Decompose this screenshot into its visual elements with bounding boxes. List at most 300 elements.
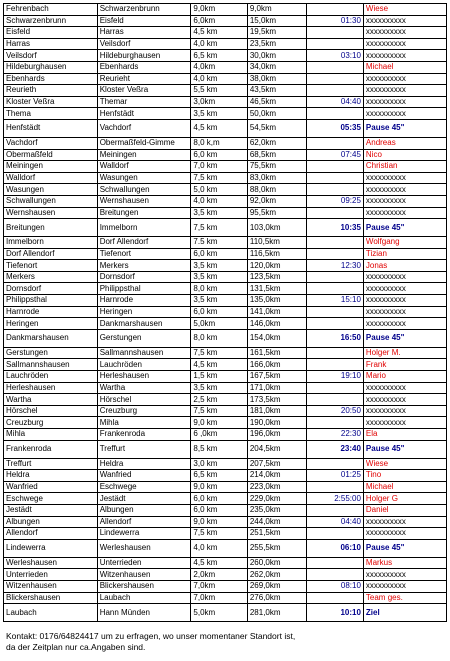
start-location-cell: Unterrieden (4, 569, 98, 581)
note-cell: Wolfgang (363, 237, 446, 249)
start-location-cell: Wasungen (4, 184, 98, 196)
route-row (4, 394, 447, 406)
end-location-cell: Vachdorf (97, 119, 191, 137)
distance-cell: 3,5 km (191, 295, 247, 307)
note-cell: Pause 45" (363, 329, 446, 347)
route-row (4, 580, 447, 592)
note-cell: Pause 45" (363, 539, 446, 557)
arrival-time-cell: 10:35 (307, 219, 363, 237)
cumulative-distance-cell: 68,5km (247, 149, 307, 161)
route-row (4, 108, 447, 120)
arrival-time-cell: 04:40 (307, 516, 363, 528)
end-location-cell: Obermaßfeld-Gimme (97, 137, 191, 149)
start-location-cell: Frankenroda (4, 440, 98, 458)
distance-cell: 4,0km (191, 61, 247, 73)
start-location-cell: Gerstungen (4, 347, 98, 359)
end-location-cell: Tiefenort (97, 248, 191, 260)
arrival-time-cell (307, 528, 363, 540)
cumulative-distance-cell: 19,5km (247, 27, 307, 39)
end-location-cell: Dorf Allendorf (97, 237, 191, 249)
arrival-time-cell: 05:35 (307, 119, 363, 137)
cumulative-distance-cell: 50,0km (247, 108, 307, 120)
route-row (4, 359, 447, 371)
end-location-cell: Herleshausen (97, 371, 191, 383)
cumulative-distance-cell: 281,0km (247, 604, 307, 622)
note-cell: Pause 45" (363, 219, 446, 237)
end-location-cell: Laubach (97, 592, 191, 604)
route-table-body (4, 4, 447, 622)
arrival-time-cell (307, 458, 363, 470)
cumulative-distance-cell: 214,0km (247, 470, 307, 482)
arrival-time-cell (307, 137, 363, 149)
distance-cell: 4,5 km (191, 27, 247, 39)
start-location-cell: Kloster Veßra (4, 96, 98, 108)
arrival-time-cell: 06:10 (307, 539, 363, 557)
route-row (4, 493, 447, 505)
start-location-cell: Lauchröden (4, 371, 98, 383)
note-cell: xxxxxxxxxx (363, 405, 446, 417)
end-location-cell: Hörschel (97, 394, 191, 406)
note-cell: Michael (363, 61, 446, 73)
end-location-cell: Gerstungen (97, 329, 191, 347)
note-cell: xxxxxxxxxx (363, 50, 446, 62)
distance-cell: 7,0km (191, 592, 247, 604)
distance-cell: 6,5 km (191, 50, 247, 62)
route-row (4, 119, 447, 137)
cumulative-distance-cell: 229,0km (247, 493, 307, 505)
distance-cell: 9,0 km (191, 516, 247, 528)
start-location-cell: Ebenhards (4, 73, 98, 85)
start-location-cell: Obermaßfeld (4, 149, 98, 161)
start-location-cell: Breitungen (4, 219, 98, 237)
cumulative-distance-cell: 204,5km (247, 440, 307, 458)
note-cell: xxxxxxxxxx (363, 528, 446, 540)
arrival-time-cell (307, 382, 363, 394)
cumulative-distance-cell: 131,5km (247, 283, 307, 295)
end-location-cell: Eisfeld (97, 15, 191, 27)
end-location-cell: Breitungen (97, 207, 191, 219)
start-location-cell: Immelborn (4, 237, 98, 249)
arrival-time-cell (307, 184, 363, 196)
note-cell: xxxxxxxxxx (363, 283, 446, 295)
end-location-cell: Eschwege (97, 481, 191, 493)
route-row (4, 271, 447, 283)
end-location-cell: Wanfried (97, 470, 191, 482)
note-cell: Christian (363, 161, 446, 173)
route-row (4, 481, 447, 493)
route-row (4, 604, 447, 622)
end-location-cell: Frankenroda (97, 429, 191, 441)
end-location-cell: Witzenhausen (97, 569, 191, 581)
route-row (4, 237, 447, 249)
cumulative-distance-cell: 62,0km (247, 137, 307, 149)
note-cell: xxxxxxxxxx (363, 318, 446, 330)
route-row (4, 458, 447, 470)
end-location-cell: Hildeburghausen (97, 50, 191, 62)
end-location-cell: Albungen (97, 504, 191, 516)
note-cell: Ziel (363, 604, 446, 622)
route-row (4, 382, 447, 394)
cumulative-distance-cell: 23,5km (247, 38, 307, 50)
cumulative-distance-cell: 166,0km (247, 359, 307, 371)
arrival-time-cell: 15:10 (307, 295, 363, 307)
note-cell: xxxxxxxxxx (363, 195, 446, 207)
note-cell: Michael (363, 481, 446, 493)
distance-cell: 3,5 km (191, 382, 247, 394)
end-location-cell: Treffurt (97, 440, 191, 458)
cumulative-distance-cell: 171,0km (247, 382, 307, 394)
distance-cell: 5,0km (191, 318, 247, 330)
distance-cell: 4,0 km (191, 195, 247, 207)
arrival-time-cell (307, 85, 363, 97)
cumulative-distance-cell: 34,0km (247, 61, 307, 73)
note-cell: Holger M. (363, 347, 446, 359)
distance-cell: 4,5 km (191, 557, 247, 569)
distance-cell: 6,0 km (191, 149, 247, 161)
end-location-cell: Allendorf (97, 516, 191, 528)
start-location-cell: Sallmannshausen (4, 359, 98, 371)
start-location-cell: Fehrenbach (4, 4, 98, 16)
arrival-time-cell (307, 73, 363, 85)
arrival-time-cell (307, 569, 363, 581)
cumulative-distance-cell: 276,0km (247, 592, 307, 604)
note-cell: Markus (363, 557, 446, 569)
end-location-cell: Philippsthal (97, 283, 191, 295)
distance-cell: 6,0 km (191, 306, 247, 318)
distance-cell: 8,0 km (191, 283, 247, 295)
end-location-cell: Dankmarshausen (97, 318, 191, 330)
note-cell: xxxxxxxxxx (363, 172, 446, 184)
start-location-cell: Vachdorf (4, 137, 98, 149)
arrival-time-cell (307, 4, 363, 16)
end-location-cell: Wasungen (97, 172, 191, 184)
start-location-cell: Wernshausen (4, 207, 98, 219)
arrival-time-cell (307, 108, 363, 120)
start-location-cell: Veilsdorf (4, 50, 98, 62)
route-row (4, 429, 447, 441)
distance-cell: 3,5 km (191, 207, 247, 219)
cumulative-distance-cell: 161,5km (247, 347, 307, 359)
start-location-cell: Lindewerra (4, 539, 98, 557)
arrival-time-cell (307, 61, 363, 73)
route-row (4, 295, 447, 307)
start-location-cell: Eschwege (4, 493, 98, 505)
cumulative-distance-cell: 146,0km (247, 318, 307, 330)
cumulative-distance-cell: 223,0km (247, 481, 307, 493)
start-location-cell: Tiefenort (4, 260, 98, 272)
distance-cell: 4,5 km (191, 119, 247, 137)
note-cell: xxxxxxxxxx (363, 108, 446, 120)
contact-line-2: da der Zeitplan nur ca.Angaben sind. (6, 642, 146, 652)
distance-cell: 9,0 km (191, 417, 247, 429)
route-row (4, 161, 447, 173)
contact-line-1: Kontakt: 0176/64824417 um zu erfragen, wo unser momentaner Standort ist, (6, 631, 296, 641)
arrival-time-cell: 19:10 (307, 371, 363, 383)
route-row (4, 283, 447, 295)
route-table (3, 3, 447, 622)
cumulative-distance-cell: 260,0km (247, 557, 307, 569)
end-location-cell: Mihla (97, 417, 191, 429)
distance-cell: 6,0 km (191, 493, 247, 505)
distance-cell: 7,5 km (191, 219, 247, 237)
route-row (4, 207, 447, 219)
cumulative-distance-cell: 123,5km (247, 271, 307, 283)
route-row (4, 172, 447, 184)
end-location-cell: Lauchröden (97, 359, 191, 371)
start-location-cell: Heldra (4, 470, 98, 482)
route-row (4, 516, 447, 528)
note-cell: xxxxxxxxxx (363, 580, 446, 592)
note-cell: xxxxxxxxxx (363, 85, 446, 97)
end-location-cell: Veilsdorf (97, 38, 191, 50)
note-cell: Tizian (363, 248, 446, 260)
distance-cell: 7,5 km (191, 347, 247, 359)
start-location-cell: Harnrode (4, 306, 98, 318)
start-location-cell: Thema (4, 108, 98, 120)
arrival-time-cell (307, 27, 363, 39)
start-location-cell: Dornsdorf (4, 283, 98, 295)
note-cell: xxxxxxxxxx (363, 271, 446, 283)
note-cell: Nico (363, 149, 446, 161)
note-cell: Pause 45" (363, 119, 446, 137)
cumulative-distance-cell: 92,0km (247, 195, 307, 207)
distance-cell: 7,0km (191, 580, 247, 592)
start-location-cell: Hildeburghausen (4, 61, 98, 73)
note-cell: xxxxxxxxxx (363, 207, 446, 219)
start-location-cell: Blickershausen (4, 592, 98, 604)
route-row (4, 260, 447, 272)
cumulative-distance-cell: 154,0km (247, 329, 307, 347)
note-cell: Andreas (363, 137, 446, 149)
note-cell: xxxxxxxxxx (363, 394, 446, 406)
start-location-cell: Dankmarshausen (4, 329, 98, 347)
cumulative-distance-cell: 196,0km (247, 429, 307, 441)
start-location-cell: Allendorf (4, 528, 98, 540)
cumulative-distance-cell: 235,0km (247, 504, 307, 516)
cumulative-distance-cell: 110,5km (247, 237, 307, 249)
end-location-cell: Wartha (97, 382, 191, 394)
route-row (4, 347, 447, 359)
note-cell: xxxxxxxxxx (363, 38, 446, 50)
route-row (4, 85, 447, 97)
start-location-cell: Reurieth (4, 85, 98, 97)
start-location-cell: Walldorf (4, 172, 98, 184)
end-location-cell: Heringen (97, 306, 191, 318)
end-location-cell: Sallmannshausen (97, 347, 191, 359)
route-row (4, 504, 447, 516)
cumulative-distance-cell: 190,0km (247, 417, 307, 429)
end-location-cell: Merkers (97, 260, 191, 272)
distance-cell: 5,5 km (191, 85, 247, 97)
cumulative-distance-cell: 103,0km (247, 219, 307, 237)
note-cell: Holger G (363, 493, 446, 505)
route-row (4, 569, 447, 581)
end-location-cell: Heldra (97, 458, 191, 470)
cumulative-distance-cell: 95,5km (247, 207, 307, 219)
cumulative-distance-cell: 120,0km (247, 260, 307, 272)
cumulative-distance-cell: 262,0km (247, 569, 307, 581)
route-row (4, 557, 447, 569)
route-row (4, 219, 447, 237)
end-location-cell: Walldorf (97, 161, 191, 173)
note-cell: Pause 45" (363, 440, 446, 458)
route-row (4, 592, 447, 604)
distance-cell: 4,5 km (191, 359, 247, 371)
arrival-time-cell (307, 248, 363, 260)
route-row (4, 184, 447, 196)
arrival-time-cell: 12:30 (307, 260, 363, 272)
arrival-time-cell (307, 394, 363, 406)
cumulative-distance-cell: 9,0km (247, 4, 307, 16)
arrival-time-cell: 01:25 (307, 470, 363, 482)
note-cell: Frank (363, 359, 446, 371)
end-location-cell: Blickershausen (97, 580, 191, 592)
distance-cell: 3,0 km (191, 458, 247, 470)
cumulative-distance-cell: 244,0km (247, 516, 307, 528)
start-location-cell: Hörschel (4, 405, 98, 417)
end-location-cell: Henfstädt (97, 108, 191, 120)
note-cell: xxxxxxxxxx (363, 516, 446, 528)
end-location-cell: Harnrode (97, 295, 191, 307)
note-cell: xxxxxxxxxx (363, 569, 446, 581)
cumulative-distance-cell: 141,0km (247, 306, 307, 318)
arrival-time-cell (307, 306, 363, 318)
start-location-cell: Wanfried (4, 481, 98, 493)
note-cell: xxxxxxxxxx (363, 73, 446, 85)
distance-cell: 6 ,0km (191, 429, 247, 441)
distance-cell: 9,0 km (191, 481, 247, 493)
cumulative-distance-cell: 88,0km (247, 184, 307, 196)
cumulative-distance-cell: 251,5km (247, 528, 307, 540)
note-cell: Mario (363, 371, 446, 383)
start-location-cell: Dorf Allendorf (4, 248, 98, 260)
distance-cell: 6,5 km (191, 470, 247, 482)
note-cell: xxxxxxxxxx (363, 295, 446, 307)
start-location-cell: Albungen (4, 516, 98, 528)
distance-cell: 3,5 km (191, 271, 247, 283)
distance-cell: 6,0 km (191, 248, 247, 260)
arrival-time-cell: 01:30 (307, 15, 363, 27)
arrival-time-cell (307, 172, 363, 184)
start-location-cell: Harras (4, 38, 98, 50)
end-location-cell: Ebenhards (97, 61, 191, 73)
arrival-time-cell (307, 161, 363, 173)
note-cell: Tino (363, 470, 446, 482)
route-row (4, 195, 447, 207)
route-row (4, 528, 447, 540)
distance-cell: 8,5 km (191, 440, 247, 458)
arrival-time-cell: 16:50 (307, 329, 363, 347)
distance-cell: 6,0 km (191, 504, 247, 516)
route-row (4, 539, 447, 557)
route-row (4, 27, 447, 39)
note-cell: xxxxxxxxxx (363, 382, 446, 394)
distance-cell: 4,0 km (191, 38, 247, 50)
distance-cell: 5,0 km (191, 184, 247, 196)
distance-cell: 4,0 km (191, 539, 247, 557)
distance-cell: 8,0 km (191, 329, 247, 347)
route-row (4, 318, 447, 330)
arrival-time-cell: 03:10 (307, 50, 363, 62)
arrival-time-cell (307, 557, 363, 569)
route-row (4, 15, 447, 27)
distance-cell: 5,0km (191, 604, 247, 622)
arrival-time-cell: 20:50 (307, 405, 363, 417)
arrival-time-cell: 10:10 (307, 604, 363, 622)
route-row (4, 371, 447, 383)
contact-footer (6, 631, 295, 653)
end-location-cell: Themar (97, 96, 191, 108)
cumulative-distance-cell: 167,5km (247, 371, 307, 383)
end-location-cell: Jestädt (97, 493, 191, 505)
arrival-time-cell (307, 283, 363, 295)
cumulative-distance-cell: 75,5km (247, 161, 307, 173)
cumulative-distance-cell: 83,0km (247, 172, 307, 184)
distance-cell: 3,5 km (191, 260, 247, 272)
end-location-cell: Schwallungen (97, 184, 191, 196)
note-cell: xxxxxxxxxx (363, 27, 446, 39)
route-row (4, 149, 447, 161)
end-location-cell: Lindewerra (97, 528, 191, 540)
arrival-time-cell (307, 504, 363, 516)
start-location-cell: Heringen (4, 318, 98, 330)
distance-cell: 8,0 k,m (191, 137, 247, 149)
note-cell: Wiese (363, 4, 446, 16)
arrival-time-cell: 23:40 (307, 440, 363, 458)
end-location-cell: Dornsdorf (97, 271, 191, 283)
route-row (4, 248, 447, 260)
end-location-cell: Meiningen (97, 149, 191, 161)
end-location-cell: Schwarzenbrunn (97, 4, 191, 16)
arrival-time-cell (307, 592, 363, 604)
arrival-time-cell (307, 318, 363, 330)
cumulative-distance-cell: 269,0km (247, 580, 307, 592)
route-row (4, 96, 447, 108)
arrival-time-cell: 08:10 (307, 580, 363, 592)
end-location-cell: Wernshausen (97, 195, 191, 207)
distance-cell: 2,0km (191, 569, 247, 581)
arrival-time-cell: 04:40 (307, 96, 363, 108)
start-location-cell: Schwarzenbrunn (4, 15, 98, 27)
route-row (4, 470, 447, 482)
start-location-cell: Treffurt (4, 458, 98, 470)
arrival-time-cell (307, 207, 363, 219)
route-row (4, 440, 447, 458)
arrival-time-cell: 09:25 (307, 195, 363, 207)
note-cell: Wiese (363, 458, 446, 470)
arrival-time-cell (307, 359, 363, 371)
note-cell: xxxxxxxxxx (363, 96, 446, 108)
note-cell: xxxxxxxxxx (363, 306, 446, 318)
distance-cell: 4,0 km (191, 73, 247, 85)
cumulative-distance-cell: 255,5km (247, 539, 307, 557)
start-location-cell: Herleshausen (4, 382, 98, 394)
route-row (4, 73, 447, 85)
route-row (4, 306, 447, 318)
note-cell: xxxxxxxxxx (363, 184, 446, 196)
cumulative-distance-cell: 173,5km (247, 394, 307, 406)
arrival-time-cell (307, 38, 363, 50)
note-cell: Team ges. (363, 592, 446, 604)
distance-cell: 6,0km (191, 15, 247, 27)
route-row (4, 50, 447, 62)
start-location-cell: Philippsthal (4, 295, 98, 307)
end-location-cell: Werleshausen (97, 539, 191, 557)
start-location-cell: Henfstädt (4, 119, 98, 137)
distance-cell: 7,0 km (191, 161, 247, 173)
start-location-cell: Eisfeld (4, 27, 98, 39)
note-cell: Ela (363, 429, 446, 441)
